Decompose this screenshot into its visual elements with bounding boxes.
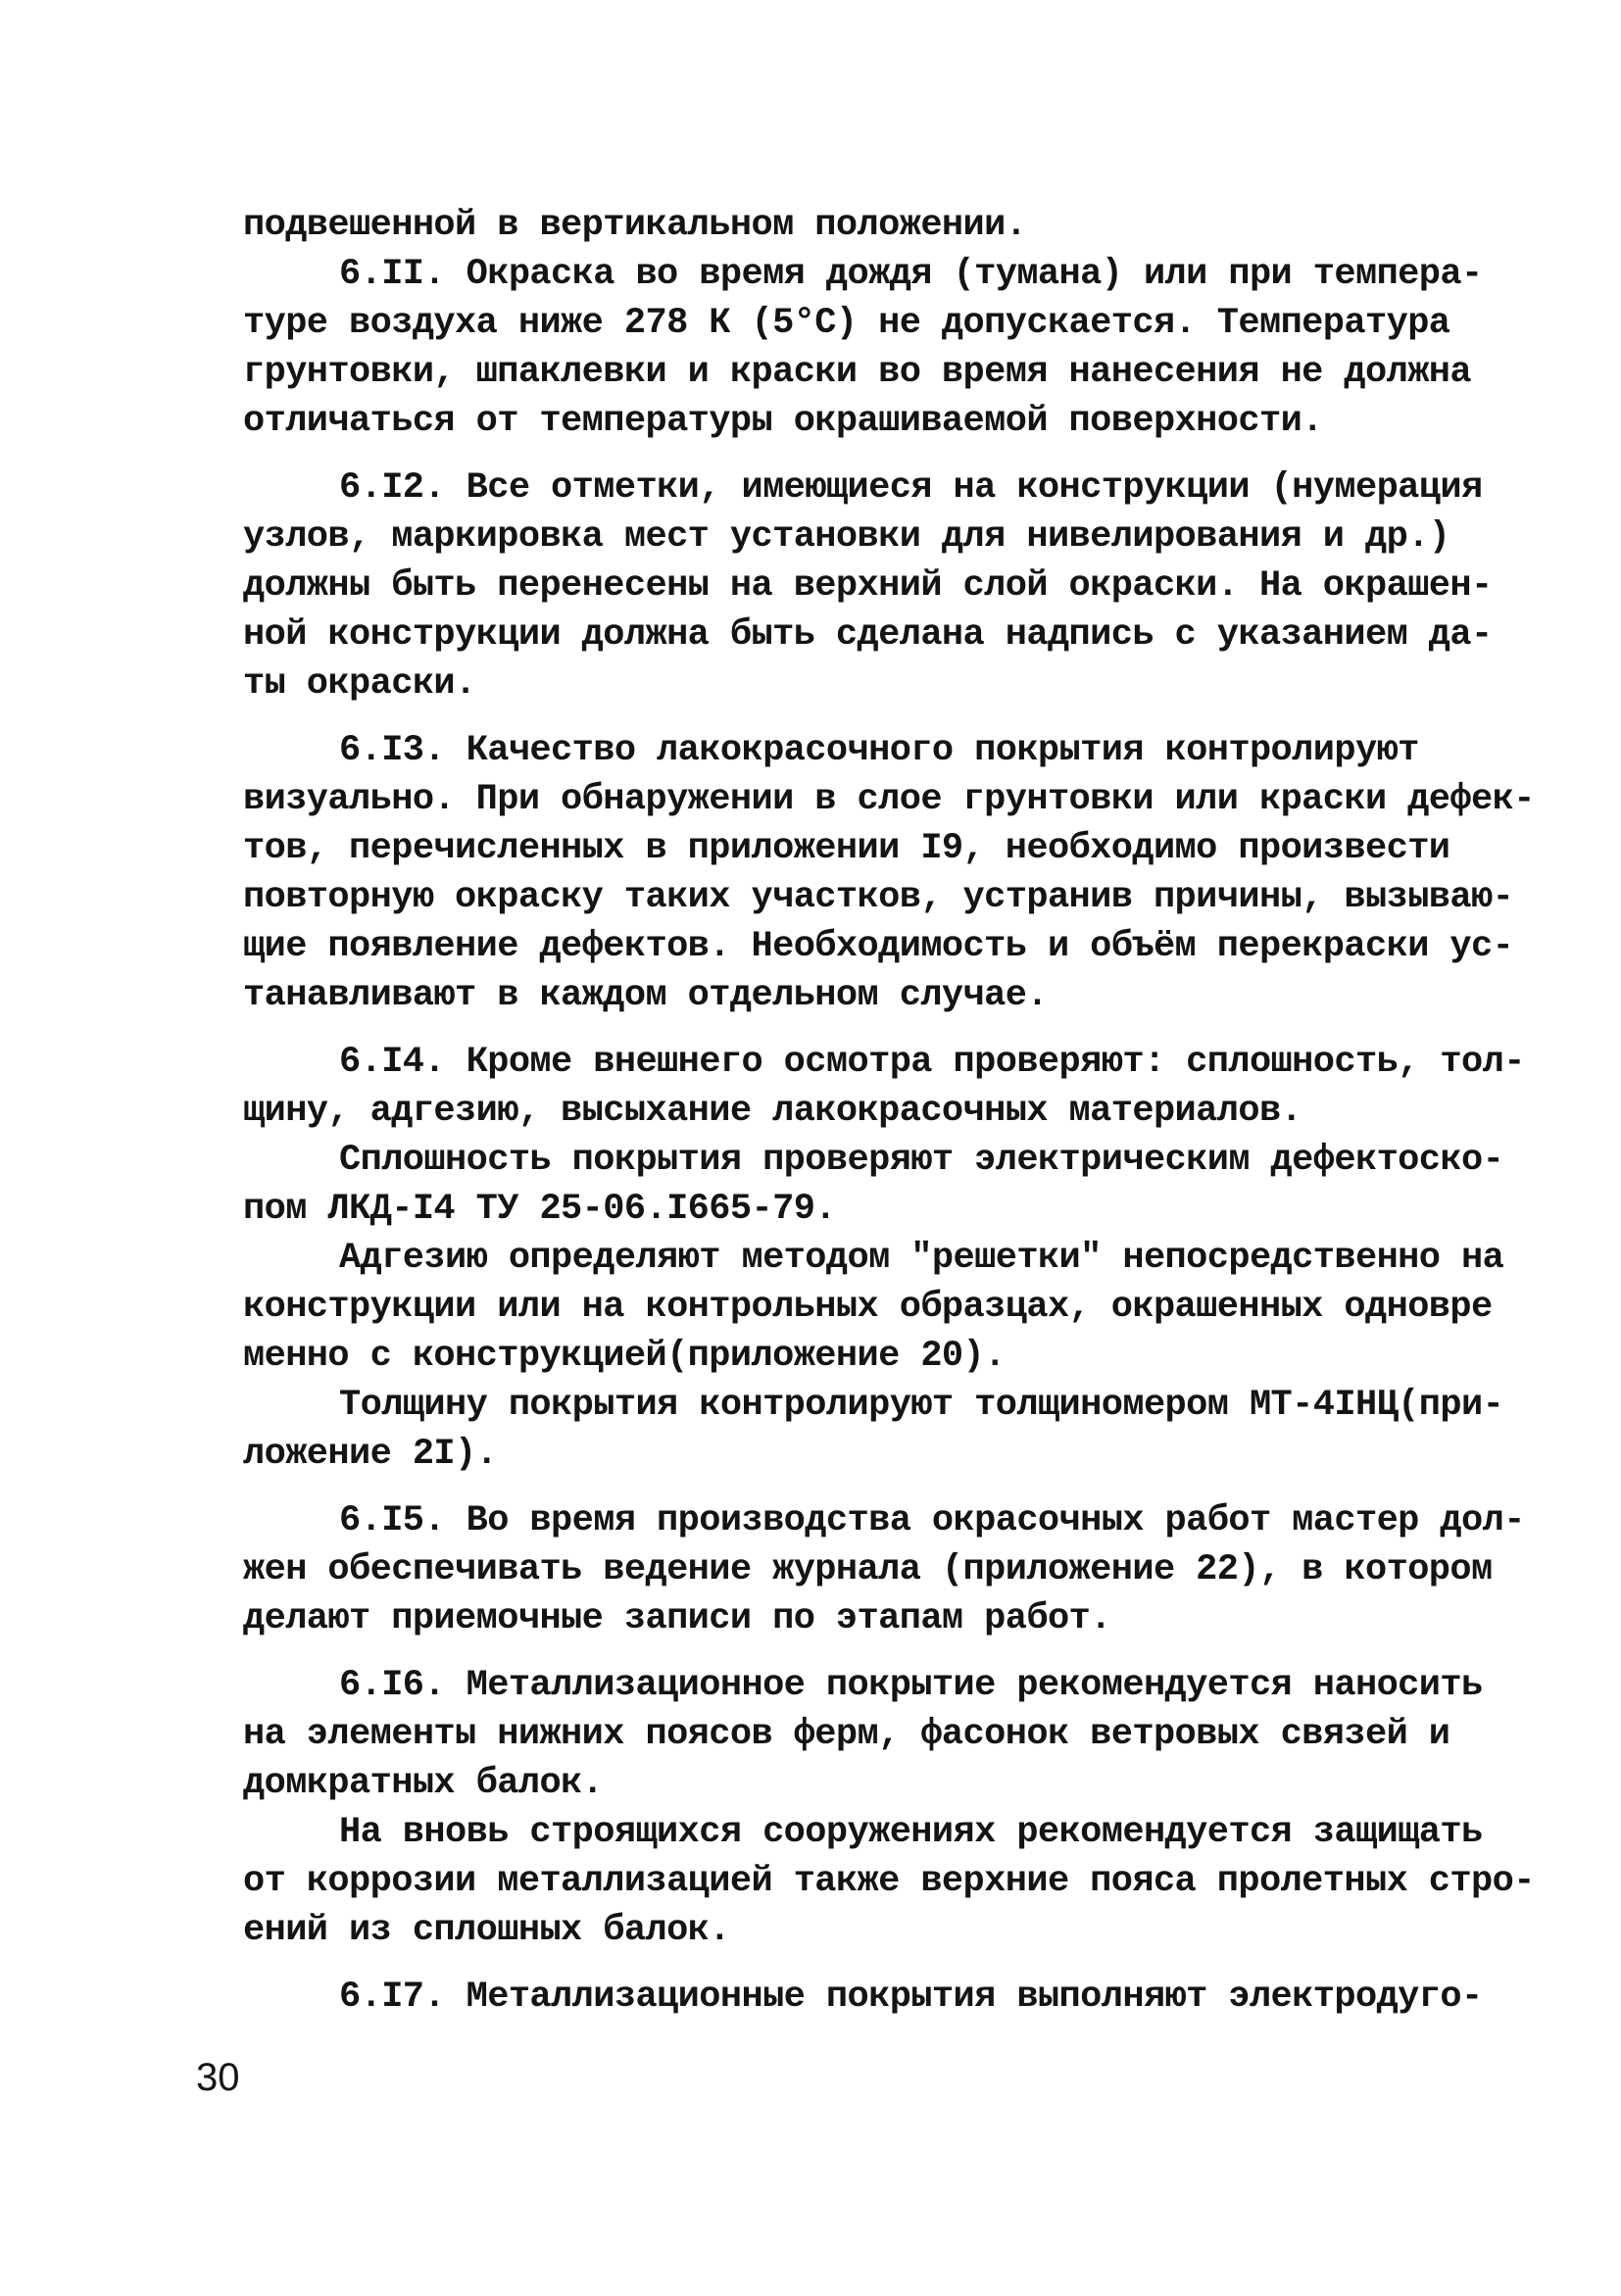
text-line: ложение 2I). — [243, 1434, 498, 1475]
text-line: Толщину покрытия контролируют толщиномером МТ-4IНЦ(при- — [339, 1385, 1504, 1426]
text-line: жен обеспечивать ведение журнала (приложение 22), в котором — [243, 1549, 1493, 1590]
text-line: узлов, маркировка мест установки для нивелирования и др.) — [243, 516, 1450, 558]
paragraph-6-14-heading-line: 6.I4. Кроме внешнего осмотра проверяют: сплошность, тол- — [339, 1042, 1525, 1083]
text-line: визуально. При обнаружении в слое грунтовки или краски дефек- — [243, 779, 1535, 820]
text-line: щие появление дефектов. Необходимость и объём перекраски ус- — [243, 926, 1514, 967]
paragraph-6-15-heading-line: 6.I5. Во время производства окрасочных работ мастер дол- — [339, 1500, 1525, 1541]
text-line: повторную окраску таких участков, устранив причины, вызываю- — [243, 877, 1514, 918]
text-line: от коррозии металлизацией также верхние пояса пролетных стро- — [243, 1861, 1535, 1902]
text-line: ты окраски. — [243, 663, 476, 705]
text-line: ной конструкции должна быть сделана надпись с указанием да- — [243, 614, 1493, 656]
text-line: туре воздуха ниже 278 К (5°С) не допускается. Температура — [243, 303, 1450, 344]
paragraph-6-12-heading-line: 6.I2. Все отметки, имеющиеся на конструкции (нумерация — [339, 467, 1483, 509]
text-line: танавливают в каждом отдельном случае. — [243, 975, 1048, 1016]
paragraph-6-16-heading-line: 6.I6. Металлизационное покрытие рекомендуется наносить — [339, 1665, 1483, 1706]
text-line: отличаться от температуры окрашиваемой поверхности. — [243, 401, 1323, 442]
text-line: грунтовки, шпаклевки и краски во время нанесения не должна — [243, 352, 1472, 393]
text-line: На вновь строящихся сооружениях рекомендуется защищать — [339, 1812, 1483, 1853]
text-line: делают приемочные записи по этапам работ. — [243, 1598, 1111, 1639]
paragraph-6-17-heading-line: 6.I7. Металлизационные покрытия выполняют электродуго- — [339, 1977, 1483, 2018]
text-line: домкратных балок. — [243, 1763, 604, 1804]
text-line: должны быть перенесены на верхний слой окраски. На окрашен- — [243, 565, 1493, 607]
text-line: менно с конструкцией(приложение 20). — [243, 1336, 1006, 1377]
text-line: пом ЛКД-I4 ТУ 25-06.I665-79. — [243, 1189, 836, 1230]
text-line: ений из сплошных балок. — [243, 1910, 730, 1951]
text-line: тов, перечисленных в приложении I9, необходимо произвести — [243, 828, 1450, 869]
text-line: Адгезию определяют методом "решетки" непосредственно на — [339, 1238, 1504, 1279]
page-number: 30 — [196, 2056, 240, 2099]
text-line: конструкции или на контрольных образцах, окрашенных одновре — [243, 1287, 1493, 1328]
text-line: щину, адгезию, высыхание лакокрасочных материалов. — [243, 1091, 1302, 1132]
text-line: подвешенной в вертикальном положении. — [243, 205, 1027, 246]
paragraph-6-11-heading-line: 6.II. Окраска во время дождя (тумана) или при темпера- — [339, 254, 1483, 295]
text-line: Сплошность покрытия проверяют электрическим дефектоско- — [339, 1140, 1504, 1181]
text-line: на элементы нижних поясов ферм, фасонок ветровых связей и — [243, 1714, 1450, 1755]
paragraph-6-13-heading-line: 6.I3. Качество лакокрасочного покрытия контролируют — [339, 730, 1419, 771]
